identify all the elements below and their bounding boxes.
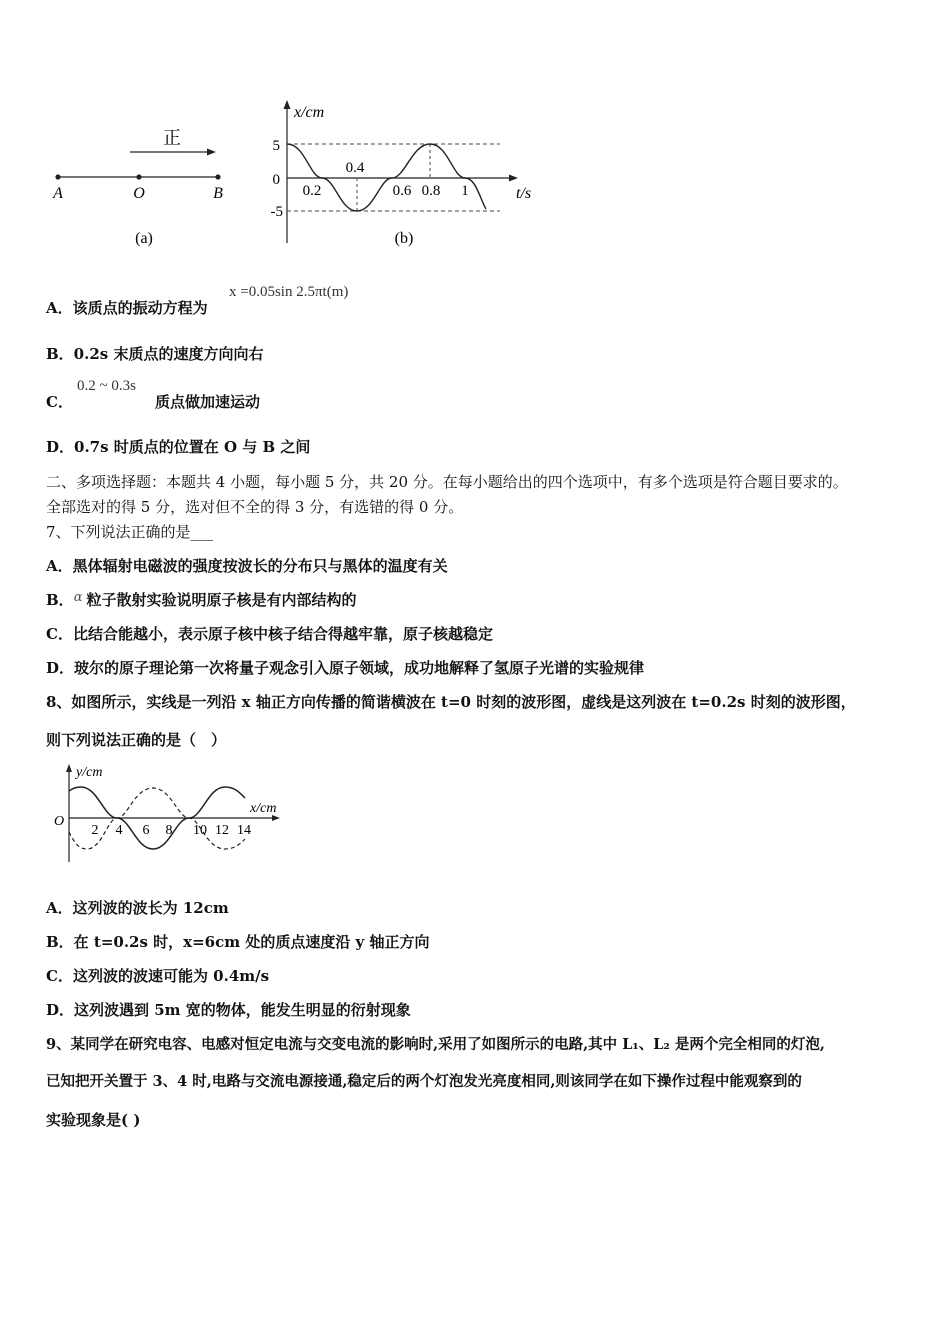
xtick-02: 0.2	[302, 183, 322, 199]
ytick-5: 5	[272, 138, 280, 154]
q7-option-b-text: 粒子散射实验说明原子核是有内部结构的	[86, 591, 357, 609]
section2-instructions-2: 全部选对的得 5 分，选对但不全的得 3 分，有选错的得 0 分。	[46, 498, 464, 516]
q6-option-b: B．0.2s 末质点的速度方向向右	[46, 345, 264, 363]
point-b	[215, 174, 220, 179]
q7-stem: 7、下列说法正确的是___	[46, 523, 214, 541]
ytick-0: 0	[272, 172, 280, 188]
q7-option-b-prefix: B．	[46, 591, 74, 609]
q7-option-a: A．黑体辐射电磁波的强度按波长的分布只与黑体的温度有关	[46, 557, 448, 575]
xtick-2: 2	[91, 823, 99, 838]
xtick-4: 4	[115, 823, 123, 838]
origin-label: O	[54, 814, 65, 829]
figure-a	[40, 120, 260, 260]
caption-b: (b)	[394, 230, 414, 247]
q8-option-b: B．在 t=0.2s 时，x=6cm 处的质点速度沿 y 轴正方向	[46, 933, 430, 951]
positive-direction-label: 正	[163, 128, 181, 148]
y-axis-label: y/cm	[76, 765, 103, 780]
caption-a: (a)	[135, 230, 153, 247]
positive-direction-arrowhead	[207, 149, 216, 156]
alpha-symbol: α	[73, 590, 83, 605]
y-axis-arrowhead	[284, 100, 291, 109]
xtick-12: 12	[215, 823, 229, 838]
x-axis-arrowhead	[509, 175, 518, 182]
q6-option-d: D．0.7s 时质点的位置在 O 与 B 之间	[46, 438, 311, 456]
q6-option-c-suffix: 质点做加速运动	[155, 393, 261, 411]
label-o: O	[133, 185, 145, 202]
q8-stem-1: 8、如图所示，实线是一列沿 x 轴正方向传播的简谐横波在 t=0 时刻的波形图，虚线是这列波在 t=0.2s 时刻的波形图，	[46, 693, 856, 711]
xtick-14: 14	[237, 823, 251, 838]
q6-option-a: A．该质点的振动方程为	[46, 299, 208, 317]
x-axis-label: x/cm	[250, 801, 277, 816]
q8-option-a: A．这列波的波长为 12cm	[46, 899, 229, 917]
q9-stem-1: 9、某同学在研究电容、电感对恒定电流与交变电流的影响时,采用了如图所示的电路,其中 L₁、L₂ 是两个完全相同的灯泡,	[46, 1036, 825, 1053]
xtick-6: 6	[142, 823, 150, 838]
q7-option-c: C．比结合能越小，表示原子核中核子结合得越牢靠，原子核越稳定	[46, 625, 493, 643]
q7-option-d: D．玻尔的原子理论第一次将量子观念引入原子领域，成功地解释了氢原子光谱的实验规律	[46, 659, 645, 677]
label-a: A	[53, 185, 63, 202]
q9-stem-3: 实验现象是( )	[46, 1111, 141, 1129]
label-b: B	[213, 185, 223, 202]
q8-option-d: D．这列波遇到 5m 宽的物体，能发生明显的衍射现象	[46, 1001, 411, 1019]
point-a	[55, 174, 60, 179]
q8-wave-figure	[50, 760, 300, 870]
x-axis-label: t/s	[516, 185, 532, 202]
xtick-1: 1	[461, 183, 469, 199]
q6-option-c-formula: 0.2 ~ 0.3s	[77, 378, 136, 394]
q6-option-a-formula: x =0.05sin 2.5πt(m)	[229, 284, 349, 300]
xtick-8: 8	[165, 823, 173, 838]
q8-stem-2: 则下列说法正确的是（ ）	[46, 731, 227, 749]
figure-b	[250, 95, 550, 255]
xtick-04: 0.4	[345, 160, 365, 176]
point-o	[136, 174, 141, 179]
ytick-minus5: -5	[270, 204, 283, 220]
q6-option-c-prefix: C．	[46, 393, 73, 411]
xtick-08: 0.8	[421, 183, 441, 199]
xtick-06: 0.6	[392, 183, 412, 199]
q9-stem-2: 已知把开关置于 3、4 时,电路与交流电源接通,稳定后的两个灯泡发光亮度相同,则该同学在如下操作过程中能观察到的	[46, 1073, 802, 1090]
section2-instructions-1: 二、多项选择题：本题共 4 小题，每小题 5 分，共 20 分。在每小题给出的四个选项中，有多个选项是符合题目要求的。	[46, 473, 848, 491]
y-axis-label: x/cm	[294, 104, 325, 121]
y-axis-arrowhead	[66, 764, 72, 772]
q8-option-c: C．这列波的波速可能为 0.4m/s	[46, 967, 270, 985]
q7-option-b	[46, 590, 356, 612]
xtick-10: 10	[193, 823, 207, 838]
